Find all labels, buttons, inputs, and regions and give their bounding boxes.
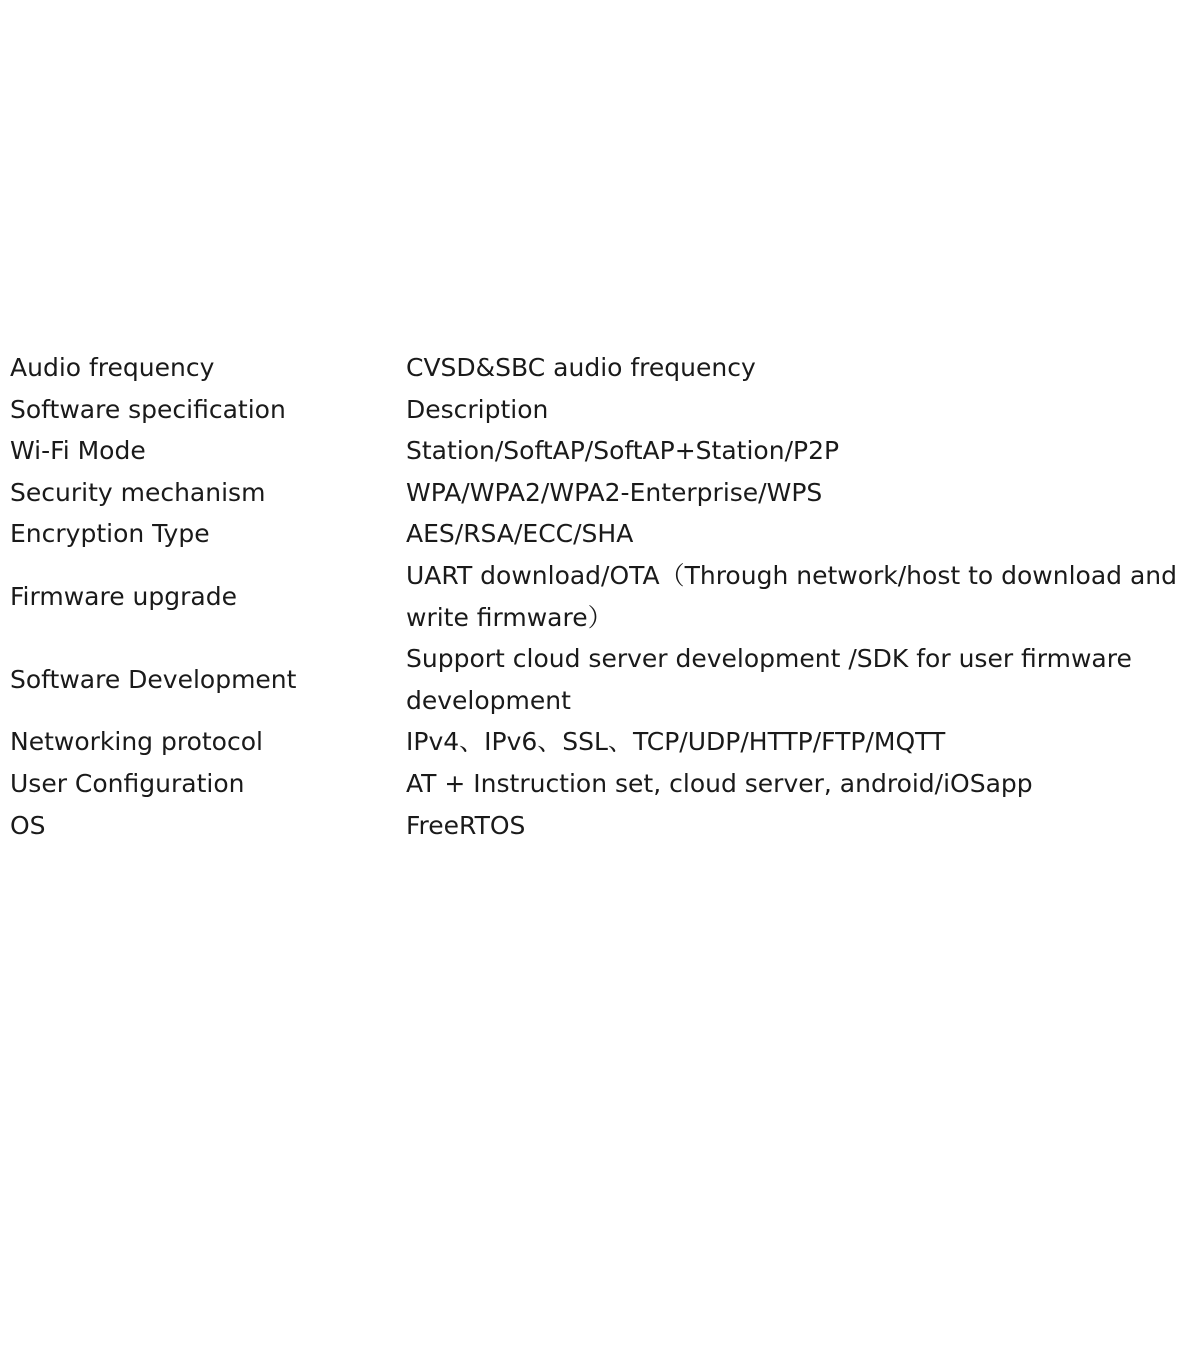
spec-name: Audio frequency [10, 353, 215, 382]
spec-value: AES/RSA/ECC/SHA [406, 519, 634, 549]
spec-name: Firmware upgrade [10, 581, 237, 611]
spec-value: CVSD&SBC audio frequency [406, 353, 756, 382]
spec-row-firmware-upgrade [10, 555, 1195, 638]
spec-value: Description [406, 394, 549, 424]
spec-value: Station/SoftAP/SoftAP+Station/P2P [406, 436, 840, 466]
spec-row-encryption-type [10, 513, 1195, 555]
spec-name: Encryption Type [10, 519, 210, 549]
spec-value: AT + Instruction set, cloud server, android/iOSapp [406, 768, 1033, 798]
spec-name: Security mechanism [10, 477, 266, 507]
spec-name: Networking protocol [10, 727, 263, 757]
spec-value: IPv4、IPv6、SSL、TCP/UDP/HTTP/FTP/MQTT [406, 727, 946, 757]
spec-value: Support cloud server development /SDK for user firmware development [406, 644, 1132, 715]
spec-row-software-specification [10, 389, 1195, 431]
spec-name: User Configuration [10, 768, 245, 798]
spec-name: Wi-Fi Mode [10, 436, 146, 466]
spec-row-audio-frequency [10, 347, 1195, 389]
spec-table [10, 347, 1195, 846]
spec-row-os [10, 805, 1195, 847]
spec-value: UART download/OTA（Through network/host to download and write firmware） [406, 560, 1178, 632]
spec-value: FreeRTOS [406, 810, 526, 840]
spec-name: Software Development [10, 664, 297, 694]
spec-row-security-mechanism [10, 472, 1195, 514]
spec-name: Software specification [10, 394, 286, 424]
spec-row-wifi-mode [10, 430, 1195, 472]
spec-row-user-configuration [10, 763, 1195, 805]
spec-row-networking-protocol [10, 721, 1195, 763]
spec-row-software-development [10, 638, 1195, 721]
spec-value: WPA/WPA2/WPA2-Enterprise/WPS [406, 477, 823, 507]
spec-name: OS [10, 810, 46, 840]
